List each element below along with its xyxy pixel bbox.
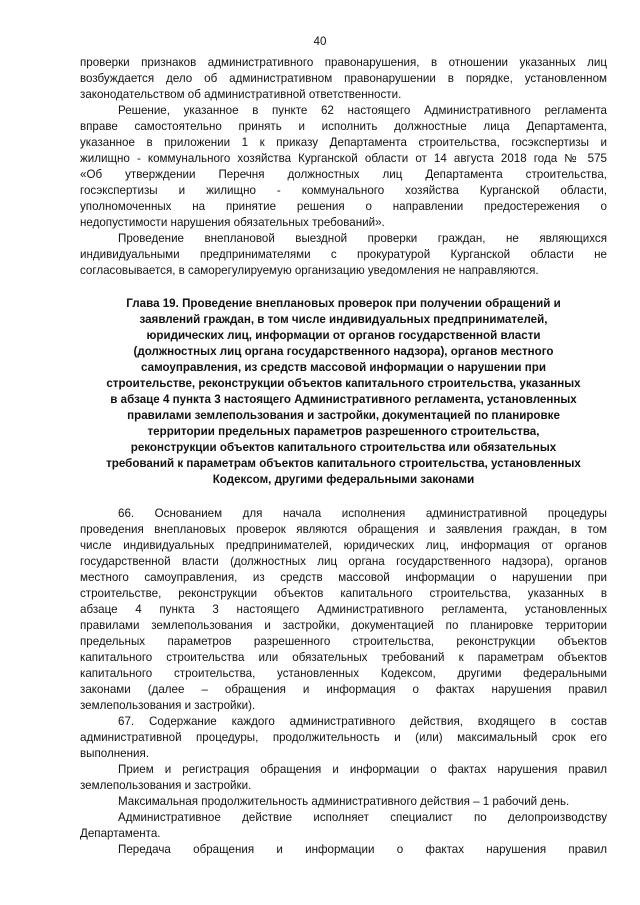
- paragraph-line: Проведение внеплановой выездной проверки граждан, не являющихся: [118, 232, 607, 245]
- paragraph-line: 67. Содержание каждого административного действия, входящего в состав: [118, 715, 607, 728]
- paragraph-line: «Об утверждении Перечня должностных лиц Департамента строительства,: [80, 168, 607, 181]
- paragraph-line: предельных параметров разрешенного строительства, реконструкции объектов: [80, 635, 607, 648]
- paragraph-line: Административное действие исполняет специалист по делопроизводству: [118, 811, 607, 824]
- paragraph-line: согласовывается, в саморегулируемую организацию уведомления не направляются.: [80, 264, 539, 277]
- paragraph-line: землепользования и застройки.: [80, 779, 252, 792]
- chapter-heading-line: (должностных лиц органа государственного надзора), органов местного: [133, 345, 554, 358]
- paragraph-line: местного самоуправления, из средств массовой информации о нарушении при: [80, 571, 607, 584]
- chapter-heading-line: правилами землепользования и застройки, документацией по планировке: [127, 409, 560, 422]
- paragraph-line: выполнения.: [80, 747, 149, 760]
- paragraph-line: капитального строительства или обязательных требований к параметрам объектов: [80, 651, 607, 664]
- bottom-section: [80, 506, 607, 858]
- paragraph-line: госэкспертизы и жилищно - коммунального хозяйства Курганской области,: [80, 184, 607, 197]
- paragraph-line: капитального строительства, установленных Кодексом, другими федеральными: [80, 667, 607, 680]
- chapter-heading-line: территории предельных параметров разрешенного строительства,: [147, 425, 540, 438]
- paragraph-line: индивидуальными предпринимателями с прокуратурой Курганской области не: [80, 248, 607, 261]
- paragraph-line: 66. Основанием для начала исполнения административной процедуры: [118, 507, 607, 520]
- paragraph-line: проверки признаков административного правонарушения, в отношении указанных лиц: [80, 56, 607, 69]
- chapter-heading-line: в абзаце 4 пункта 3 настоящего Административного регламента, установленных: [110, 393, 577, 406]
- paragraph-line: абзаце 4 пункта 3 настоящего Административного регламента, установленных: [80, 603, 607, 616]
- paragraph-line: числе индивидуальных предпринимателей, юридических лиц, информация от органов: [80, 539, 607, 552]
- paragraph-line: административной процедуры, продолжительность и (или) максимальный срок его: [80, 731, 607, 744]
- paragraph-line: Департамента.: [80, 827, 161, 840]
- chapter-heading-line: Кодексом, другими федеральными законами: [212, 473, 475, 486]
- paragraph-line: правилами землепользования и застройки, документацией по планировке территории: [80, 619, 607, 632]
- page-number: 40: [313, 35, 327, 48]
- chapter-heading-line: Глава 19. Проведение внеплановых проверок при получении обращений и: [126, 297, 561, 310]
- paragraph-line: Передача обращения и информации о фактах нарушения правил: [118, 843, 607, 856]
- chapter-heading-line: юридических лиц, информации от органов государственной власти: [146, 329, 541, 342]
- top-section: [80, 55, 607, 279]
- paragraph-line: проведения внеплановых проверок являются обращения и заявления граждан, в том: [80, 523, 607, 536]
- paragraph-line: Прием и регистрация обращения и информации о фактах нарушения правил: [118, 763, 607, 776]
- chapter-heading-line: строительстве, реконструкции объектов капитального строительства, указанных: [106, 377, 581, 390]
- paragraph-line: законами (далее – обращения и информация о фактах нарушения правил: [80, 683, 607, 696]
- paragraph-line: землепользования и застройки).: [80, 699, 256, 712]
- paragraph-line: строительстве, реконструкции объектов капитального строительства, указанных в: [80, 587, 607, 600]
- paragraph-line: недопустимости нарушения обязательных требований».: [80, 216, 385, 229]
- paragraph-line: Максимальная продолжительность административного действия – 1 рабочий день.: [118, 795, 570, 808]
- paragraph-line: жилищно - коммунального хозяйства Курганской области от 14 августа 2018 года № 575: [80, 152, 607, 165]
- paragraph-line: возбуждается дело об административном правонарушении в порядке, установленном: [80, 72, 607, 85]
- paragraph-line: Решение, указанное в пункте 62 настоящего Административного регламента: [118, 104, 607, 117]
- chapter-heading-line: требований к параметрам объектов капитального строительства, установленных: [106, 457, 581, 470]
- paragraph-line: государственной власти (должностных лиц органа государственного надзора), органов: [80, 555, 607, 568]
- chapter-heading-line: заявлений граждан, в том числе индивидуальных предпринимателей,: [139, 313, 548, 326]
- chapter-heading-line: самоуправления, из средств массовой информации о нарушении при: [141, 361, 546, 374]
- paragraph-line: указанное в приложении 1 к приказу Департамента строительства, госэкспертизы и: [80, 136, 607, 149]
- paragraph-line: вправе самостоятельно принять и исполнить должностные лица Департамента,: [80, 120, 607, 133]
- paragraph-line: законодательством об административной ответственности.: [80, 88, 402, 101]
- paragraph-line: уполномоченных на принятие решения о направлении предостережения о: [80, 200, 607, 213]
- chapter-heading-line: реконструкции объектов капитального строительства или обязательных: [130, 441, 557, 454]
- chapter-heading: [80, 296, 607, 488]
